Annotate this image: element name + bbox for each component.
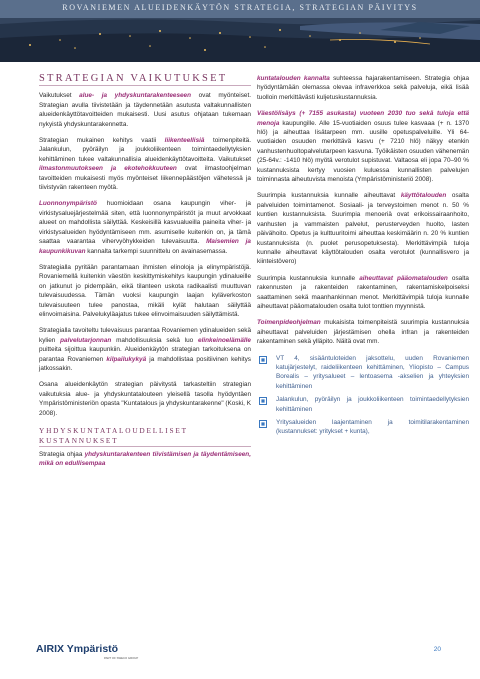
list-item: Jalankulun, pyöräilyn ja joukkoliikenteen toimintaedellytyksien kehittäminen (257, 395, 469, 414)
left-column (39, 74, 251, 476)
running-header-title: ROVANIEMEN ALUEIDENKÄYTÖN STRATEGIA, STRATEGIAN PÄIVITYS (62, 3, 418, 12)
paragraph-municipal-economy: kuntatalouden kannalta suhteessa hajarakentamiseen. Strategia ohjaa hyödyntämään olemassa olevaa infraverkkoa sekä palveluja, eikä lisää tuolloin merkittävästi kuljetuskustannuksia. (257, 75, 469, 101)
paragraph-population-growth: Väestölisäys (+ 7155 asukasta) vuoteen 2030 tuo sekä tuloja että menoja kaupungille. Alle 15-vuotiaiden osuus tulee kasvaaa (+ n. 1370 hlö) ja aiheuttaa lisätarpeen mm. uusille opetuspalveluille. Yli 64-vuotiaiden osuuden merkittävä kasvu (+ 7210 hlö) näkyy etenkin vanhustenhuoltopalvelutarpeen kasvuna. Työikäisten osuuden vähenemän (25-64v.: -1410 hlö) myötä verotulot supistuvat. Valtaosa eli jopa 70–90 % kustannuksista kertyy vuosien kuluessa kunnallisten palvelujen toiminnasta aiheutuvista menoista (Ympäristöministeriö 2008). (257, 110, 469, 184)
paragraph-nature: Luonnonympäristö huomioidaan osana kaupungin viher- ja virkistysaluejärjestelmää siten, että luonnonympäristöt ja muut arvokkaat alueet on mahdollista säilyttää. Keskeisillä kasvualueilla paineita viher- ja virkistysalueiden hyödyntämiseen mm. asumiselle kuitenkin on, ja tämä saattaa vaarantaa vihervyöhykkeiden tulevaisuutta. Maisemien ja kaupunkikuvan kannalta tarkempi suunnittelu on avainasemassa. (39, 200, 251, 255)
paragraph-services: Strategialla tavoiteltu tulevaisuus parantaa Rovaniemen ydinalueiden sekä kylien palvelutarjonnan mahdollisuuksia sekä luo elinkeinoelämälle puitteita sijoittua kaupunkiin. Alueidenkäytön strategian tarkoituksena on parantaa Rovaniemen kilpailukykyä ja mahdollistaa positiivinen kehitys jatkossakin. (39, 327, 251, 372)
paragraph-costs-intro: Strategia ohjaa yhdyskuntarakenteen tiivistämisen ja täydentämiseen, mikä on edullisempaa (39, 451, 251, 468)
square-bullet-icon (259, 420, 267, 428)
paragraph-traffic: Strategian mukainen kehitys vaatii liikenteellisiä toimenpiteitä. Jalankulun, pyöräilyn ja joukkoliikenteen toimintaedellytyksien kehittäminen tukee valtakunnallisia alueidenkäyttötavoitteita. Vaikutukset ilmastonmuutokseen ja ekotehokkuuteen ovat ilmastoohjelman tavoitteiden mukaisesti myös myönteiset liikennepäästöjen vähetessä ja tiivistyvän rakenteen myötä. (39, 137, 252, 192)
page-number: 20 (433, 646, 441, 653)
action-list (257, 354, 469, 437)
paragraph-area-structure: Vaikutukset alue- ja yhdyskuntarakenteeseen ovat myönteiset. Strategian avulla tiivistetään ja täydennetään asutusta valtakunnallisten alueidenkäyttötavoitteiden mukaisesti. Uusi asutus ohjataan tukemaan nykyistä yhdyskuntarakennetta. (39, 92, 251, 128)
paragraph-action-plan: Toimenpideohjelman mukaisista toimenpiteistä suurimpia kustannuksia aiheuttavat palveluiden järjestämisen ohella infran ja rakenteiden rakentaminen sekä ylläpito. Näitä ovat mm. (257, 319, 469, 346)
header-banner (0, 0, 480, 62)
paragraph-capital-costs: Suurimpia kustannuksia kunnalle aiheuttavat pääomatalouden osalta rakennusten ja rakenteiden rakentaminen, rakentamiskelpoiseksi saattaminen sekä maanhankinnan menot. Merkittävimpiä tuloja kunnalle aiheuttavat pääomatalouden osalta tulot tonttien myynnistä. (257, 274, 469, 310)
section-title: STRATEGIAN VAIKUTUKSET (39, 74, 251, 86)
paragraph-operating-costs: Suurimpia kustannuksia kunnalle aiheuttavat käyttötalouden osalta palveluiden toimintamenot. Sosiaali- ja terveystoimen menot n. 50 % kuntien kustannuksista. Suurimpia menoeriä ovat erikoissairaanhoito, vanhusten ja vammaisten palvelut, perusterveyden huolto, lasten päivähoito. Opetus ja kulttuuritoimi aiheuttaa keskimäärin n. 20 % kuntien kustannuksista (n. puolet perusopetuksesta). Merkittävimpiä tuloja kunnalle aiheuttavat käyttötalouden osalta verotulot (kunnallisvero ja kiinteistövero) (257, 192, 469, 266)
subsection-title: YHDYSKUNTATALOUDELLISET KUSTANNUKSET (39, 426, 251, 447)
list-item: VT 4, sisääntuloteiden jaksottelu, uuden Rovaniemen katujärjestelyt, raideliikenteen kehittäminen, Yliopisto – Campus Borealis – yritysalueet – lentoasema -akselien ja yhteyksien kehittäminen (257, 354, 469, 392)
list-item: Yritysalueiden laajentaminen ja toimitilarakentaminen (kustannukset: yritykset + kunta), (257, 418, 469, 437)
paragraph-living-conditions: Strategialla pyritään parantamaan ihmisten elinoloja ja elinympäristöjä. Rovaniemellä kuitenkin väestön keskittymiskehitys kaupungin ydinalueille on jatkunut jo pidempään, eikä tilanteen uskota radikaalisti muuttuvan tulevaisuudessa. Tämän vuoksi kaupungin laajan kyläverkoston tulevaisuuteen tulee panostaa, mikäli kylät halutaan säilyttää elinvoimaisina. Palvelukyläajatus tukee elinvoimaisuuden säilyttämistä. (39, 263, 251, 318)
company-logo: AIRIX Ympäristö PART OF SWECO GROUP (36, 643, 139, 660)
right-column (257, 74, 469, 441)
square-bullet-icon (259, 356, 267, 364)
square-bullet-icon (259, 397, 267, 405)
paragraph-economy-review: Osana alueidenkäytön strategian päivitystä tarkasteltiin strategian vaikutuksia alue- ja yhdyskuntatalouteen yleisellä tasolla hyödyntäen Ympäristöministeriön opasta "Kuntatalous ja yhdyskuntarakenne" (Koski, K 2008). (39, 381, 251, 417)
